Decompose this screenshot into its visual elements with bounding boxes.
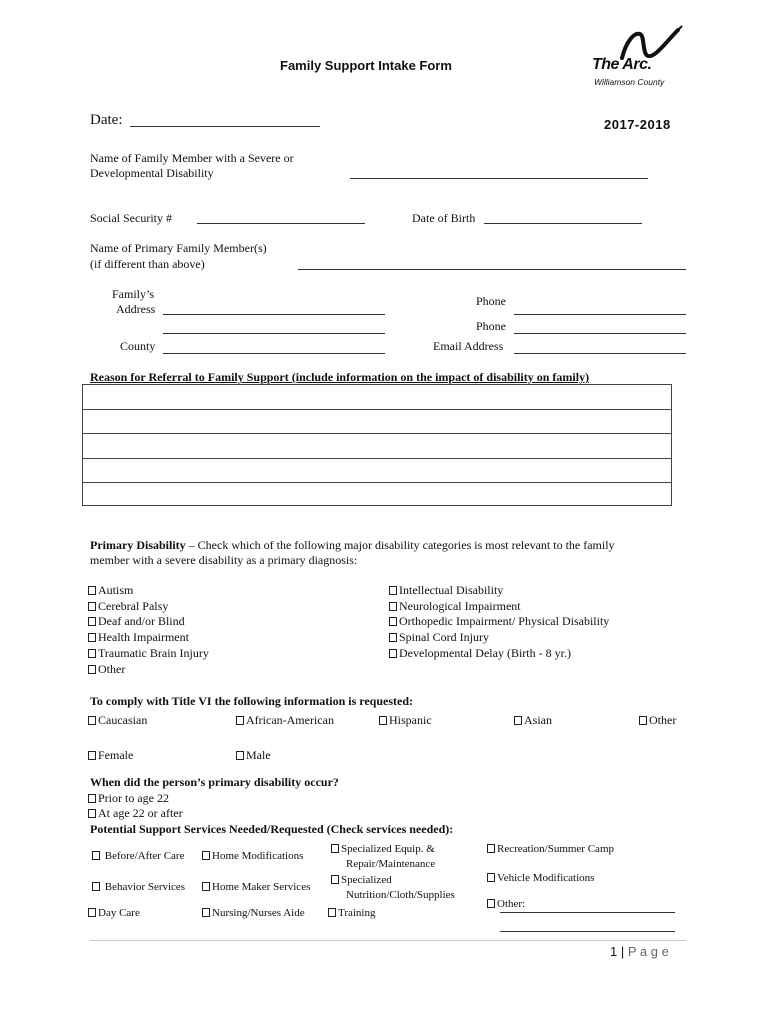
disability-option-health-impairment[interactable]: Health Impairment — [88, 630, 189, 645]
dob-input-line[interactable] — [484, 223, 642, 224]
disability-option-intellectual[interactable]: Intellectual Disability — [389, 583, 503, 598]
checkbox[interactable] — [514, 716, 522, 725]
service-vehicle[interactable]: Vehicle Modifications — [487, 872, 594, 884]
address-label-2: Address — [116, 302, 156, 316]
checkbox[interactable] — [88, 716, 96, 725]
checkbox[interactable] — [331, 875, 339, 884]
service-specialized-nutrition-line2: Nutrition/Cloth/Supplies — [346, 889, 455, 901]
race-option-caucasian[interactable]: Caucasian — [88, 713, 147, 728]
service-day-care[interactable]: Day Care — [88, 907, 140, 919]
checkbox[interactable] — [88, 617, 96, 626]
primary-member-label-2: (if different than above) — [90, 257, 205, 271]
checkbox[interactable] — [389, 617, 397, 626]
disability-option-cerebral-palsy[interactable]: Cerebral Palsy — [88, 599, 168, 614]
disability-heading — [90, 538, 615, 553]
date-label: Date: — [90, 112, 123, 128]
race-option-hispanic[interactable]: Hispanic — [379, 713, 432, 728]
service-nursing[interactable]: Nursing/Nurses Aide — [202, 907, 305, 919]
checkbox[interactable] — [88, 908, 96, 917]
address-label-1: Family’s — [112, 287, 155, 301]
checkbox[interactable] — [92, 851, 100, 860]
phone-input-line-2[interactable] — [514, 333, 686, 334]
referral-text-box[interactable] — [82, 384, 672, 506]
arc-logo — [590, 24, 690, 94]
referral-row-divider — [83, 409, 671, 410]
checkbox[interactable] — [389, 602, 397, 611]
referral-row-divider — [83, 482, 671, 483]
service-recreation[interactable]: Recreation/Summer Camp — [487, 843, 614, 855]
referral-heading: Reason for Referral to Family Support (include information on the impact of disability on family) — [90, 370, 590, 384]
footer-divider — [90, 940, 686, 941]
form-title: Family Support Intake Form — [280, 58, 452, 73]
services-heading: Potential Support Services Needed/Requested (Check services needed): — [90, 822, 454, 836]
checkbox[interactable] — [379, 716, 387, 725]
checkbox[interactable] — [389, 586, 397, 595]
disability-option-developmental-delay[interactable]: Developmental Delay (Birth - 8 yr.) — [389, 646, 571, 661]
disability-option-deaf-blind[interactable]: Deaf and/or Blind — [88, 614, 185, 629]
disability-option-other[interactable]: Other — [88, 662, 125, 677]
race-option-asian[interactable]: Asian — [514, 713, 552, 728]
service-specialized-equip[interactable]: Specialized Equip. & — [331, 843, 435, 855]
checkbox[interactable] — [88, 665, 96, 674]
logo-text: The Arc. — [592, 56, 652, 73]
ssn-input-line[interactable] — [197, 223, 365, 224]
checkbox[interactable] — [88, 794, 96, 803]
page-footer: 1 | P a g e — [610, 944, 669, 959]
email-input-line[interactable] — [514, 353, 686, 354]
date-input-line[interactable] — [130, 126, 320, 127]
checkbox[interactable] — [328, 908, 336, 917]
checkbox[interactable] — [88, 809, 96, 818]
county-label: County — [120, 339, 156, 353]
race-option-african-american[interactable]: African-American — [236, 713, 334, 728]
disability-option-orthopedic[interactable]: Orthopedic Impairment/ Physical Disability — [389, 614, 609, 629]
checkbox[interactable] — [202, 851, 210, 860]
disability-option-spinal-cord[interactable]: Spinal Cord Injury — [389, 630, 489, 645]
onset-heading: When did the person’s primary disability occur? — [90, 775, 339, 789]
checkbox[interactable] — [487, 899, 495, 908]
checkbox[interactable] — [92, 882, 100, 891]
primary-member-label-1: Name of Primary Family Member(s) — [90, 241, 267, 255]
service-home-modifications[interactable]: Home Modifications — [202, 850, 303, 862]
service-specialized-nutrition[interactable]: Specialized — [331, 874, 392, 886]
address-input-line-1[interactable] — [163, 314, 385, 315]
service-behavior[interactable]: Behavior Services — [92, 881, 185, 893]
disability-heading-rest: – Check which of the following major disability categories is most relevant to the family — [185, 538, 615, 552]
address-input-line-2[interactable] — [163, 333, 385, 334]
page-number: 1 — [610, 944, 618, 959]
service-other-input-line-1[interactable] — [500, 912, 675, 913]
referral-row-divider — [83, 433, 671, 434]
county-input-line[interactable] — [163, 353, 385, 354]
logo-subtitle: Williamson County — [594, 77, 665, 87]
checkbox[interactable] — [88, 586, 96, 595]
checkbox[interactable] — [202, 882, 210, 891]
checkbox[interactable] — [389, 633, 397, 642]
email-label: Email Address — [433, 339, 504, 353]
checkbox[interactable] — [389, 649, 397, 658]
ssn-label: Social Security # — [90, 211, 172, 225]
disability-option-tbi[interactable]: Traumatic Brain Injury — [88, 646, 209, 661]
service-training[interactable]: Training — [328, 907, 376, 919]
checkbox[interactable] — [487, 873, 495, 882]
onset-option-prior-22[interactable]: Prior to age 22 — [88, 791, 169, 806]
primary-member-input-line[interactable] — [298, 269, 686, 270]
checkbox[interactable] — [236, 751, 244, 760]
dob-label: Date of Birth — [412, 211, 476, 225]
onset-option-22-after[interactable]: At age 22 or after — [88, 806, 183, 821]
checkbox[interactable] — [202, 908, 210, 917]
checkbox[interactable] — [88, 633, 96, 642]
service-other-input-line-2[interactable] — [500, 931, 675, 932]
checkbox[interactable] — [236, 716, 244, 725]
race-option-other[interactable]: Other — [639, 713, 676, 728]
phone-label-2: Phone — [476, 319, 506, 333]
sex-option-male[interactable]: Male — [236, 748, 271, 763]
sex-option-female[interactable]: Female — [88, 748, 133, 763]
service-before-after-care[interactable]: Before/After Care — [92, 850, 184, 862]
checkbox[interactable] — [88, 751, 96, 760]
service-specialized-equip-line2: Repair/Maintenance — [346, 858, 436, 870]
title6-heading: To comply with Title VI the following information is requested: — [90, 694, 414, 708]
disability-heading-line2: member with a severe disability as a primary diagnosis: — [90, 553, 358, 567]
year-label: 2017-2018 — [604, 117, 671, 132]
checkbox[interactable] — [88, 602, 96, 611]
checkbox[interactable] — [88, 649, 96, 658]
phone-label-1: Phone — [476, 294, 506, 308]
page-label: P a g e — [627, 944, 669, 959]
checkbox[interactable] — [639, 716, 647, 725]
member-name-label-1: Name of Family Member with a Severe or — [90, 151, 294, 165]
member-name-label-2: Developmental Disability — [90, 166, 214, 180]
service-other[interactable]: Other: — [487, 898, 525, 910]
disability-option-autism[interactable]: Autism — [88, 583, 133, 598]
member-name-input-line[interactable] — [350, 178, 648, 179]
phone-input-line-1[interactable] — [514, 314, 686, 315]
disability-heading-bold: Primary Disability — [90, 538, 186, 552]
referral-row-divider — [83, 458, 671, 459]
checkbox[interactable] — [331, 844, 339, 853]
service-home-maker[interactable]: Home Maker Services — [202, 881, 310, 893]
disability-option-neurological[interactable]: Neurological Impairment — [389, 599, 521, 614]
checkbox[interactable] — [487, 844, 495, 853]
